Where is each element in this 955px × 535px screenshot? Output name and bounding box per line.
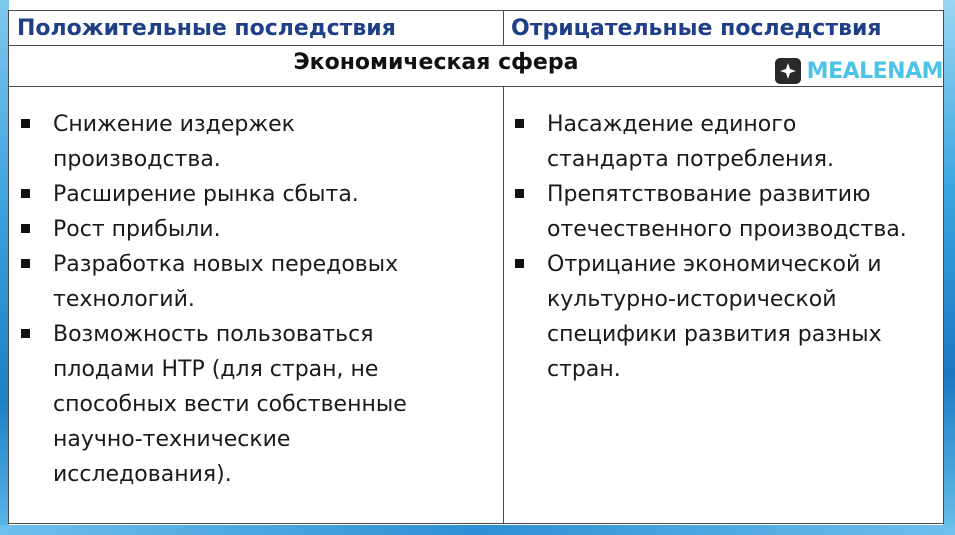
list-item: Снижение издержек производства. [17,107,487,177]
column-divider-header [503,11,504,45]
background-strip-bottom [0,525,955,535]
consequences-table [8,10,944,524]
watermark-text: MEALENAM [806,58,943,84]
sparkle-icon [775,58,801,84]
list-item: Разработка новых передовых технологий. [17,247,487,317]
header-positive: Положительные последствия [17,16,396,41]
background-strip-right [943,0,955,535]
sphere-title: Экономическая сфера [293,50,579,75]
list-item: Насаждение единого стандарта потребления. [511,107,936,177]
header-negative: Отрицательные последствия [511,16,882,41]
negative-list [511,107,936,387]
column-divider-body [503,87,504,523]
list-item: Препятствование развитию отечественного производства. [511,177,936,247]
table-header-row [9,11,943,46]
list-item: Отрицание экономической и культурно-исторической специфики развития разных стран. [511,247,936,387]
list-item: Расширение рынка сбыта. [17,177,487,212]
list-item: Рост прибыли. [17,212,487,247]
positive-list [17,107,487,492]
watermark-logo [775,58,943,84]
list-item: Возможность пользоваться плодами НТР (для стран, не способных вести собственные научно-технические исследования). [17,317,487,492]
